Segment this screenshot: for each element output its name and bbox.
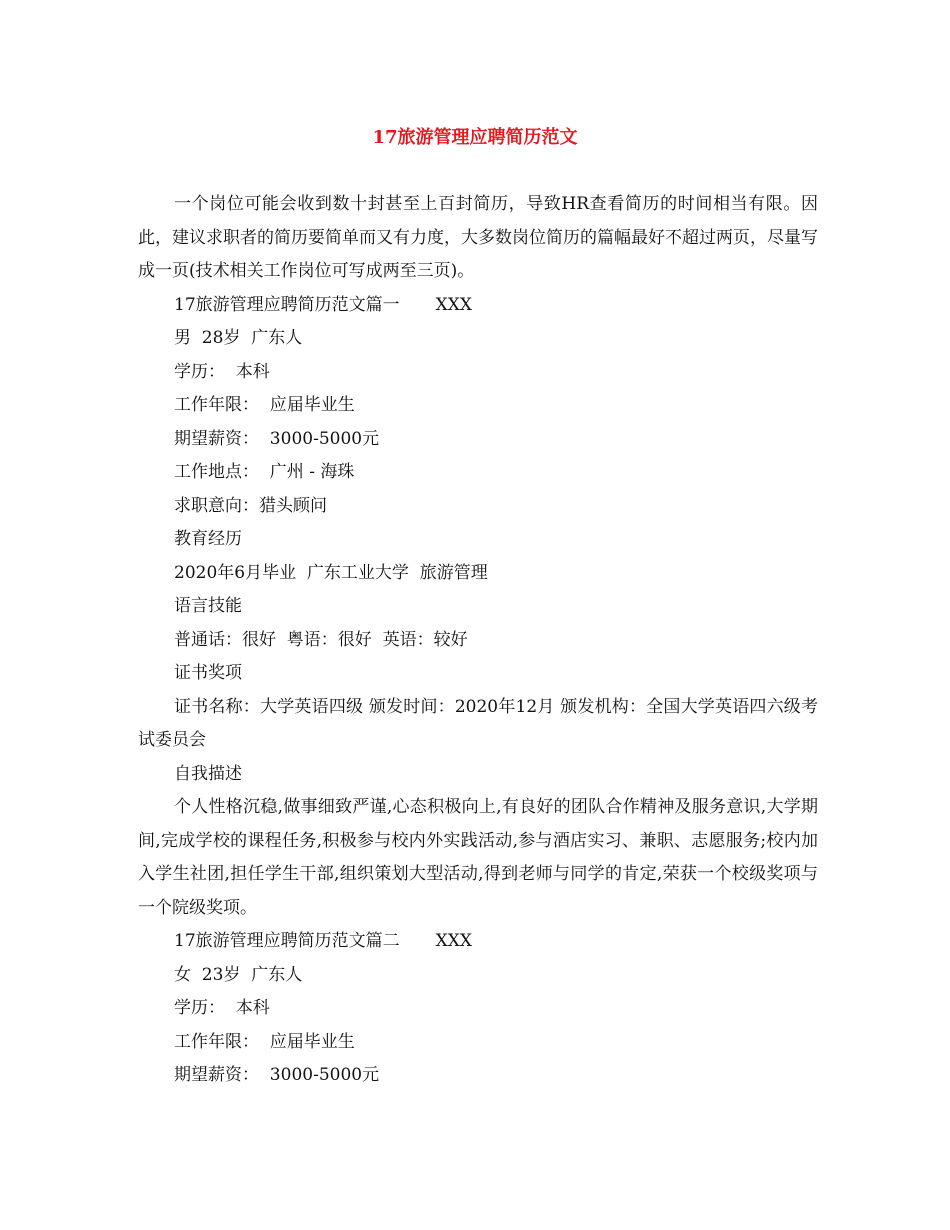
resume1-cert-detail: 证书名称：大学英语四级 颁发时间：2020年12月 颁发机构：全国大学英语四六级考试委员会 <box>138 696 818 750</box>
resume1-name: XXX <box>435 294 472 315</box>
resume1-lang-detail: 普通话：很好 粤语：很好 英语：较好 <box>174 629 468 650</box>
resume1-education-level: 学历： 本科 <box>174 361 270 382</box>
resume1-heading-line <box>138 289 818 323</box>
resume1-location: 工作地点： 广州 - 海珠 <box>174 462 355 482</box>
resume2-name: XXX <box>435 931 472 951</box>
resume1-basic: 男 28岁 广东人 <box>174 328 303 348</box>
resume1-intent: 求职意向：猎头顾问 <box>174 495 327 516</box>
document-body <box>138 188 818 1093</box>
resume2-heading-line <box>138 925 818 959</box>
resume1-self-heading: 自我描述 <box>174 763 242 784</box>
resume1-self-detail: 个人性格沉稳,做事细致严谨,心态积极向上,有良好的团队合作精神及服务意识,大学期间,完成学校的课程任务,积极参与校内外实践活动,参与酒店实习、兼职、志愿服务;校内加入学生社团,担任学生干部,组织策划大型活动,得到老师与同学的肯定,荣获一个校级奖项与一个院级奖项。 <box>138 797 818 918</box>
document-title: 17旅游管理应聘简历范文 <box>372 127 578 148</box>
resume2-heading: 17旅游管理应聘简历范文篇二 <box>174 931 400 951</box>
resume1-salary: 期望薪资： 3000-5000元 <box>174 428 380 449</box>
resume2-work-years: 工作年限： 应届毕业生 <box>174 1031 355 1052</box>
resume1-edu-detail: 2020年6月毕业 广东工业大学 旅游管理 <box>174 562 488 583</box>
resume2-salary: 期望薪资： 3000-5000元 <box>174 1065 380 1085</box>
resume1-edu-heading: 教育经历 <box>174 529 242 549</box>
resume2-education-level: 学历： 本科 <box>174 998 270 1018</box>
resume1-lang-heading: 语言技能 <box>174 596 242 616</box>
resume2-basic: 女 23岁 广东人 <box>174 964 303 985</box>
intro-paragraph: 一个岗位可能会收到数十封甚至上百封简历，导致HR查看简历的时间相当有限。因此，建议求职者的简历要简单而又有力度，大多数岗位简历的篇幅最好不超过两页，尽量写成一页(技术相关工作岗位可写成两至三页)。 <box>138 194 818 281</box>
resume1-heading: 17旅游管理应聘简历范文篇一 <box>174 294 400 315</box>
resume1-cert-heading: 证书奖项 <box>174 663 242 683</box>
resume1-work-years: 工作年限： 应届毕业生 <box>174 395 355 415</box>
